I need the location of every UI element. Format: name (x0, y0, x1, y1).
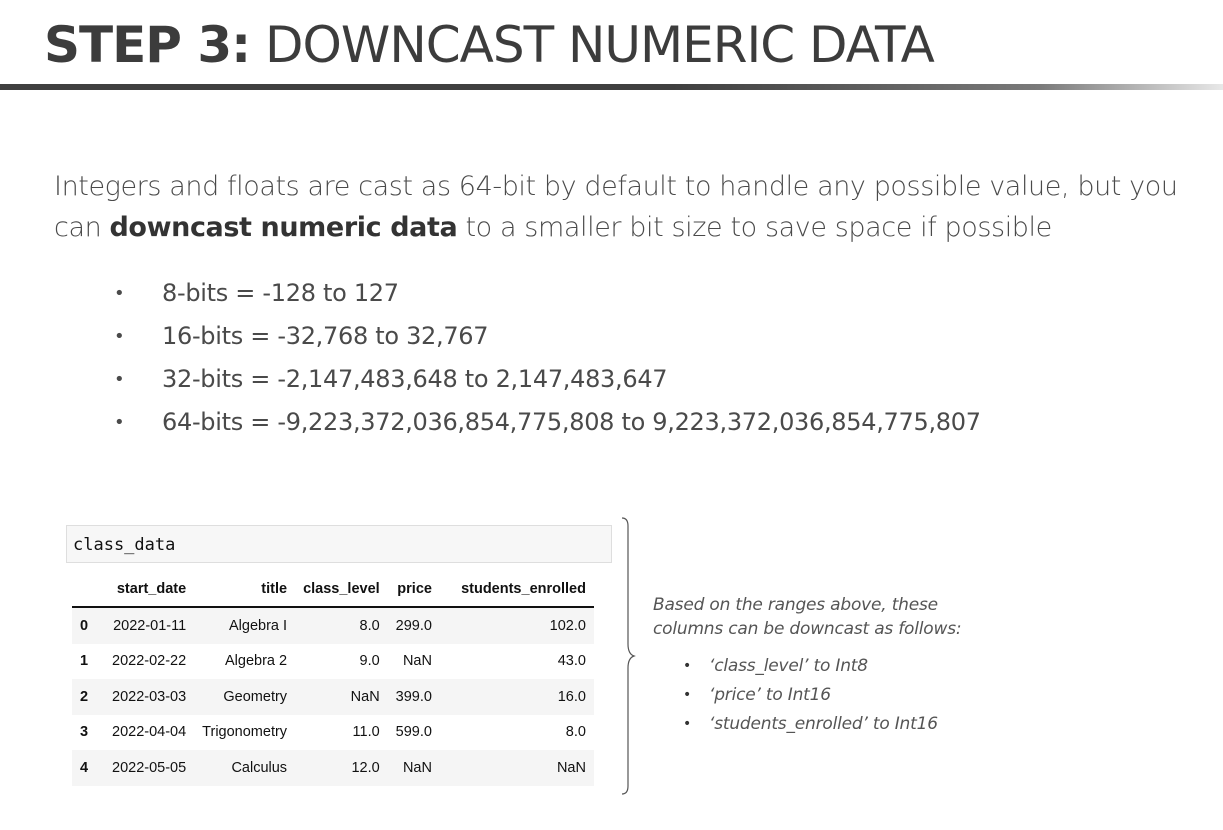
bit-range-text: 8-bits = -128 to 127 (162, 279, 399, 307)
column-header-class-level: class_level (295, 572, 388, 607)
cell-start-date: 2022-01-11 (113, 617, 187, 634)
downcast-list (683, 652, 938, 739)
table-row (72, 715, 594, 751)
table-row (72, 607, 594, 644)
right-brace-icon (620, 516, 640, 796)
code-cell-input[interactable]: class_data (66, 525, 612, 563)
cell-class-level: 11.0 (352, 724, 380, 741)
cell-class-level: 8.0 (359, 617, 380, 634)
downcast-item-text: ‘price’ to Int16 (709, 685, 831, 705)
bullet-icon: • (114, 326, 125, 347)
downcast-item (683, 681, 938, 710)
dataframe-table (72, 572, 594, 786)
cell-price: NaN (402, 759, 432, 776)
cell-price: 399.0 (395, 688, 432, 705)
cell-price: NaN (402, 653, 432, 670)
bullet-icon: • (114, 412, 125, 433)
bit-range-item (114, 358, 981, 401)
title-divider (0, 84, 1223, 90)
cell-start-date: 2022-03-03 (112, 688, 187, 705)
downcast-item-text: ‘class_level’ to Int8 (709, 656, 868, 676)
cell-start-date: 2022-02-22 (112, 653, 187, 670)
bit-range-list (114, 272, 981, 444)
bullet-icon: • (683, 658, 692, 674)
cell-title: Algebra 2 (224, 653, 288, 670)
cell-students-enrolled: NaN (556, 759, 586, 776)
intro-text-bold: downcast numeric data (109, 212, 458, 243)
row-index: 0 (80, 617, 89, 634)
column-header-students-enrolled: students_enrolled (440, 572, 594, 607)
bit-range-text: 64-bits = -9,223,372,036,854,775,808 to 9,223,372,036,854,775,807 (162, 408, 981, 436)
table-header-row (72, 572, 594, 607)
cell-students-enrolled: 43.0 (557, 653, 586, 670)
note-line-1: Based on the ranges above, these (653, 595, 938, 615)
cell-class-level: 12.0 (351, 759, 380, 776)
bit-range-text: 16-bits = -32,768 to 32,767 (162, 322, 489, 350)
row-index: 2 (80, 688, 89, 705)
cell-price: 299.0 (395, 617, 432, 634)
bullet-icon: • (114, 283, 125, 304)
cell-title: Trigonometry (202, 724, 288, 741)
table-row (72, 644, 594, 680)
bullet-icon: • (114, 369, 125, 390)
cell-students-enrolled: 102.0 (549, 617, 586, 634)
slide-title-text: DOWNCAST NUMERIC DATA (250, 16, 934, 74)
row-index: 4 (80, 759, 89, 776)
cell-class-level: NaN (350, 688, 380, 705)
slide-title-step: STEP 3: (44, 16, 251, 74)
table-row (72, 750, 594, 786)
intro-text-start: Integers and floats are cast as 64-bit by default to handle any possible value, but you can (54, 171, 1178, 243)
column-header-start-date: start_date (104, 572, 194, 607)
index-header (72, 572, 104, 607)
downcast-item (683, 652, 938, 681)
intro-text-end: to a smaller bit size to save space if possible (457, 212, 1052, 243)
cell-title: Calculus (231, 759, 288, 776)
bit-range-text: 32-bits = -2,147,483,648 to 2,147,483,647 (162, 365, 668, 393)
bit-range-item (114, 401, 981, 444)
bit-range-item (114, 315, 981, 358)
table-row (72, 679, 594, 715)
column-header-price: price (388, 572, 440, 607)
cell-title: Geometry (223, 688, 288, 705)
note-line-2: columns can be downcast as follows: (653, 619, 962, 639)
cell-students-enrolled: 8.0 (565, 724, 586, 741)
row-index: 1 (80, 653, 89, 670)
bullet-icon: • (683, 716, 692, 732)
cell-start-date: 2022-05-05 (112, 759, 187, 776)
cell-students-enrolled: 16.0 (557, 688, 586, 705)
slide-title (44, 12, 934, 78)
cell-class-level: 9.0 (359, 653, 380, 670)
cell-price: 599.0 (395, 724, 432, 741)
downcast-note (653, 593, 961, 641)
cell-start-date: 2022-04-04 (112, 724, 187, 741)
column-header-title: title (194, 572, 295, 607)
bit-range-item (114, 272, 981, 315)
downcast-item (683, 710, 938, 739)
cell-title: Algebra I (229, 617, 288, 634)
row-index: 3 (80, 724, 89, 741)
downcast-item-text: ‘students_enrolled’ to Int16 (709, 714, 938, 734)
bullet-icon: • (683, 687, 692, 703)
intro-paragraph (54, 166, 1214, 248)
